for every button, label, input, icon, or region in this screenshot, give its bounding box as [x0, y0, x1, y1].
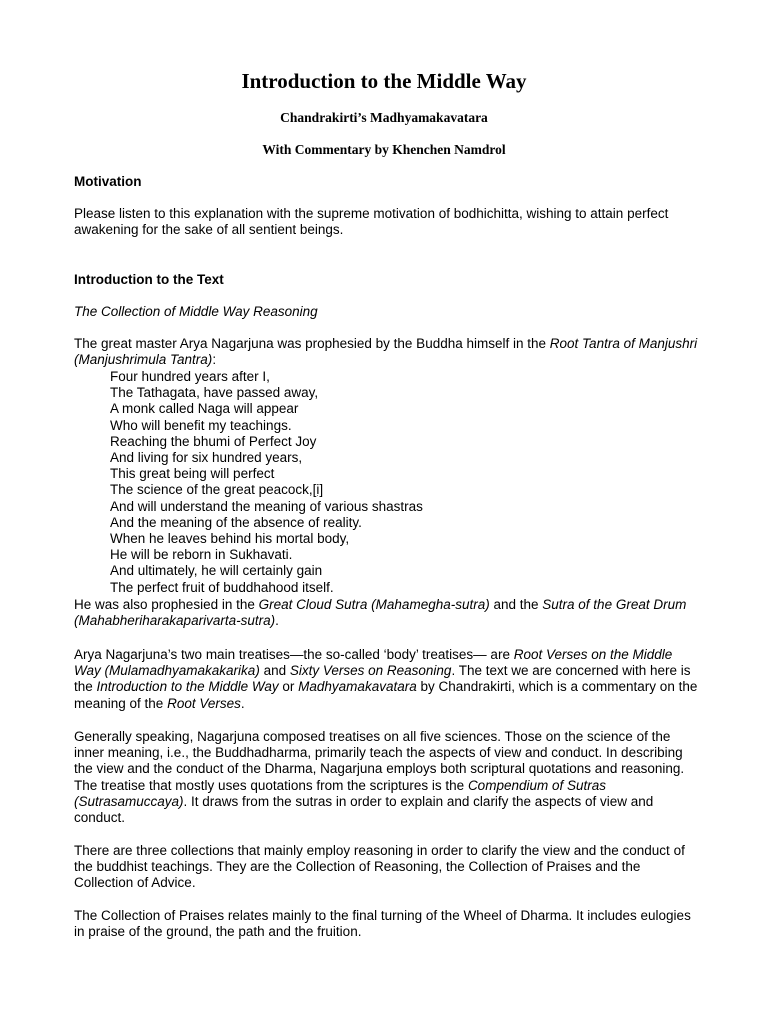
verse-line: And the meaning of the absence of reality. — [110, 514, 362, 530]
verse-line: Reaching the bhumi of Perfect Joy — [110, 433, 317, 449]
paragraph-prophecy: The great master Arya Nagarjuna was prophesied by the Buddha himself in the Root Tantra of Manjushri (Manjushrimula Tantra): — [74, 336, 698, 368]
verse-line: The Tathagata, have passed away, — [110, 385, 319, 401]
verse-line: The science of the great peacock,[i] — [110, 482, 324, 498]
document-subtitle: Chandrakirti’s Madhyamakavatara — [280, 110, 488, 125]
verse-line: Who will benefit my teachings. — [110, 417, 292, 433]
verse-line: The perfect fruit of buddhahood itself. — [110, 579, 334, 595]
motivation-paragraph: Please listen to this explanation with the supreme motivation of bodhichitta, wishing to attain perfect awakening for the sake of all sentient beings. — [74, 206, 669, 238]
paragraph-main-treatises: Arya Nagarjuna’s two main treatises—the so-called ‘body’ treatises— are Root Verses on the Middle Way (Mulamadhyamakakarika) and Sixty Verses on Reasoning. The text we are concerned with here is the Introduction to the Middle Way or Madhyamakavatara by Chandrakirti, which is a commentary on the meaning of the Root Verses. — [74, 647, 698, 711]
verse-line: He will be reborn in Sukhavati. — [110, 547, 293, 563]
verse-line: This great being will perfect — [110, 466, 275, 482]
verse-line: When he leaves behind his mortal body, — [110, 531, 350, 547]
verse-line: And will understand the meaning of various shastras — [110, 498, 423, 514]
verse-line: And ultimately, he will certainly gain — [110, 563, 323, 579]
prophecy-verse — [110, 369, 423, 596]
motivation-heading: Motivation — [74, 174, 142, 189]
verse-line: And living for six hundred years, — [110, 450, 303, 466]
verse-line: A monk called Naga will appear — [110, 401, 299, 417]
intro-heading: Introduction to the Text — [74, 272, 224, 287]
footnote-link[interactable]: [i] — [312, 482, 324, 498]
document-title: Introduction to the Middle Way — [241, 69, 527, 93]
paragraph-three-collections: There are three collections that mainly employ reasoning in order to clarify the view and the conduct of the buddhist teachings. They are the Collection of Reasoning, the Collection of Praises and the Collection of Advice. — [74, 843, 685, 891]
verse-line: Four hundred years after I, — [110, 369, 270, 384]
paragraph-collection-of-praises: The Collection of Praises relates mainly to the final turning of the Wheel of Dharma. It includes eulogies in praise of the ground, the path and the fruition. — [74, 908, 691, 940]
paragraph-five-sciences: Generally speaking, Nagarjuna composed treatises on all five sciences. Those on the science of the inner meaning, i.e., the Buddhadharma, primarily teach the aspects of view and conduct. In describing the view and the conduct of the Dharma, Nagarjuna employs both scriptural quotations and reasoning. The treatise that mostly uses quotations from the scriptures is the Compendium of Sutras (Sutrasamuccaya). It draws from the sutras in order to explain and clarify the aspects of view and conduct. — [74, 729, 685, 826]
intro-subheading: The Collection of Middle Way Reasoning — [74, 304, 318, 319]
commentary-byline: With Commentary by Khenchen Namdrol — [262, 142, 506, 157]
paragraph-other-prophecies: He was also prophesied in the Great Cloud Sutra (Mahamegha-sutra) and the Sutra of the Great Drum (Mahabheriharakaparivarta-sutra). — [74, 597, 687, 629]
